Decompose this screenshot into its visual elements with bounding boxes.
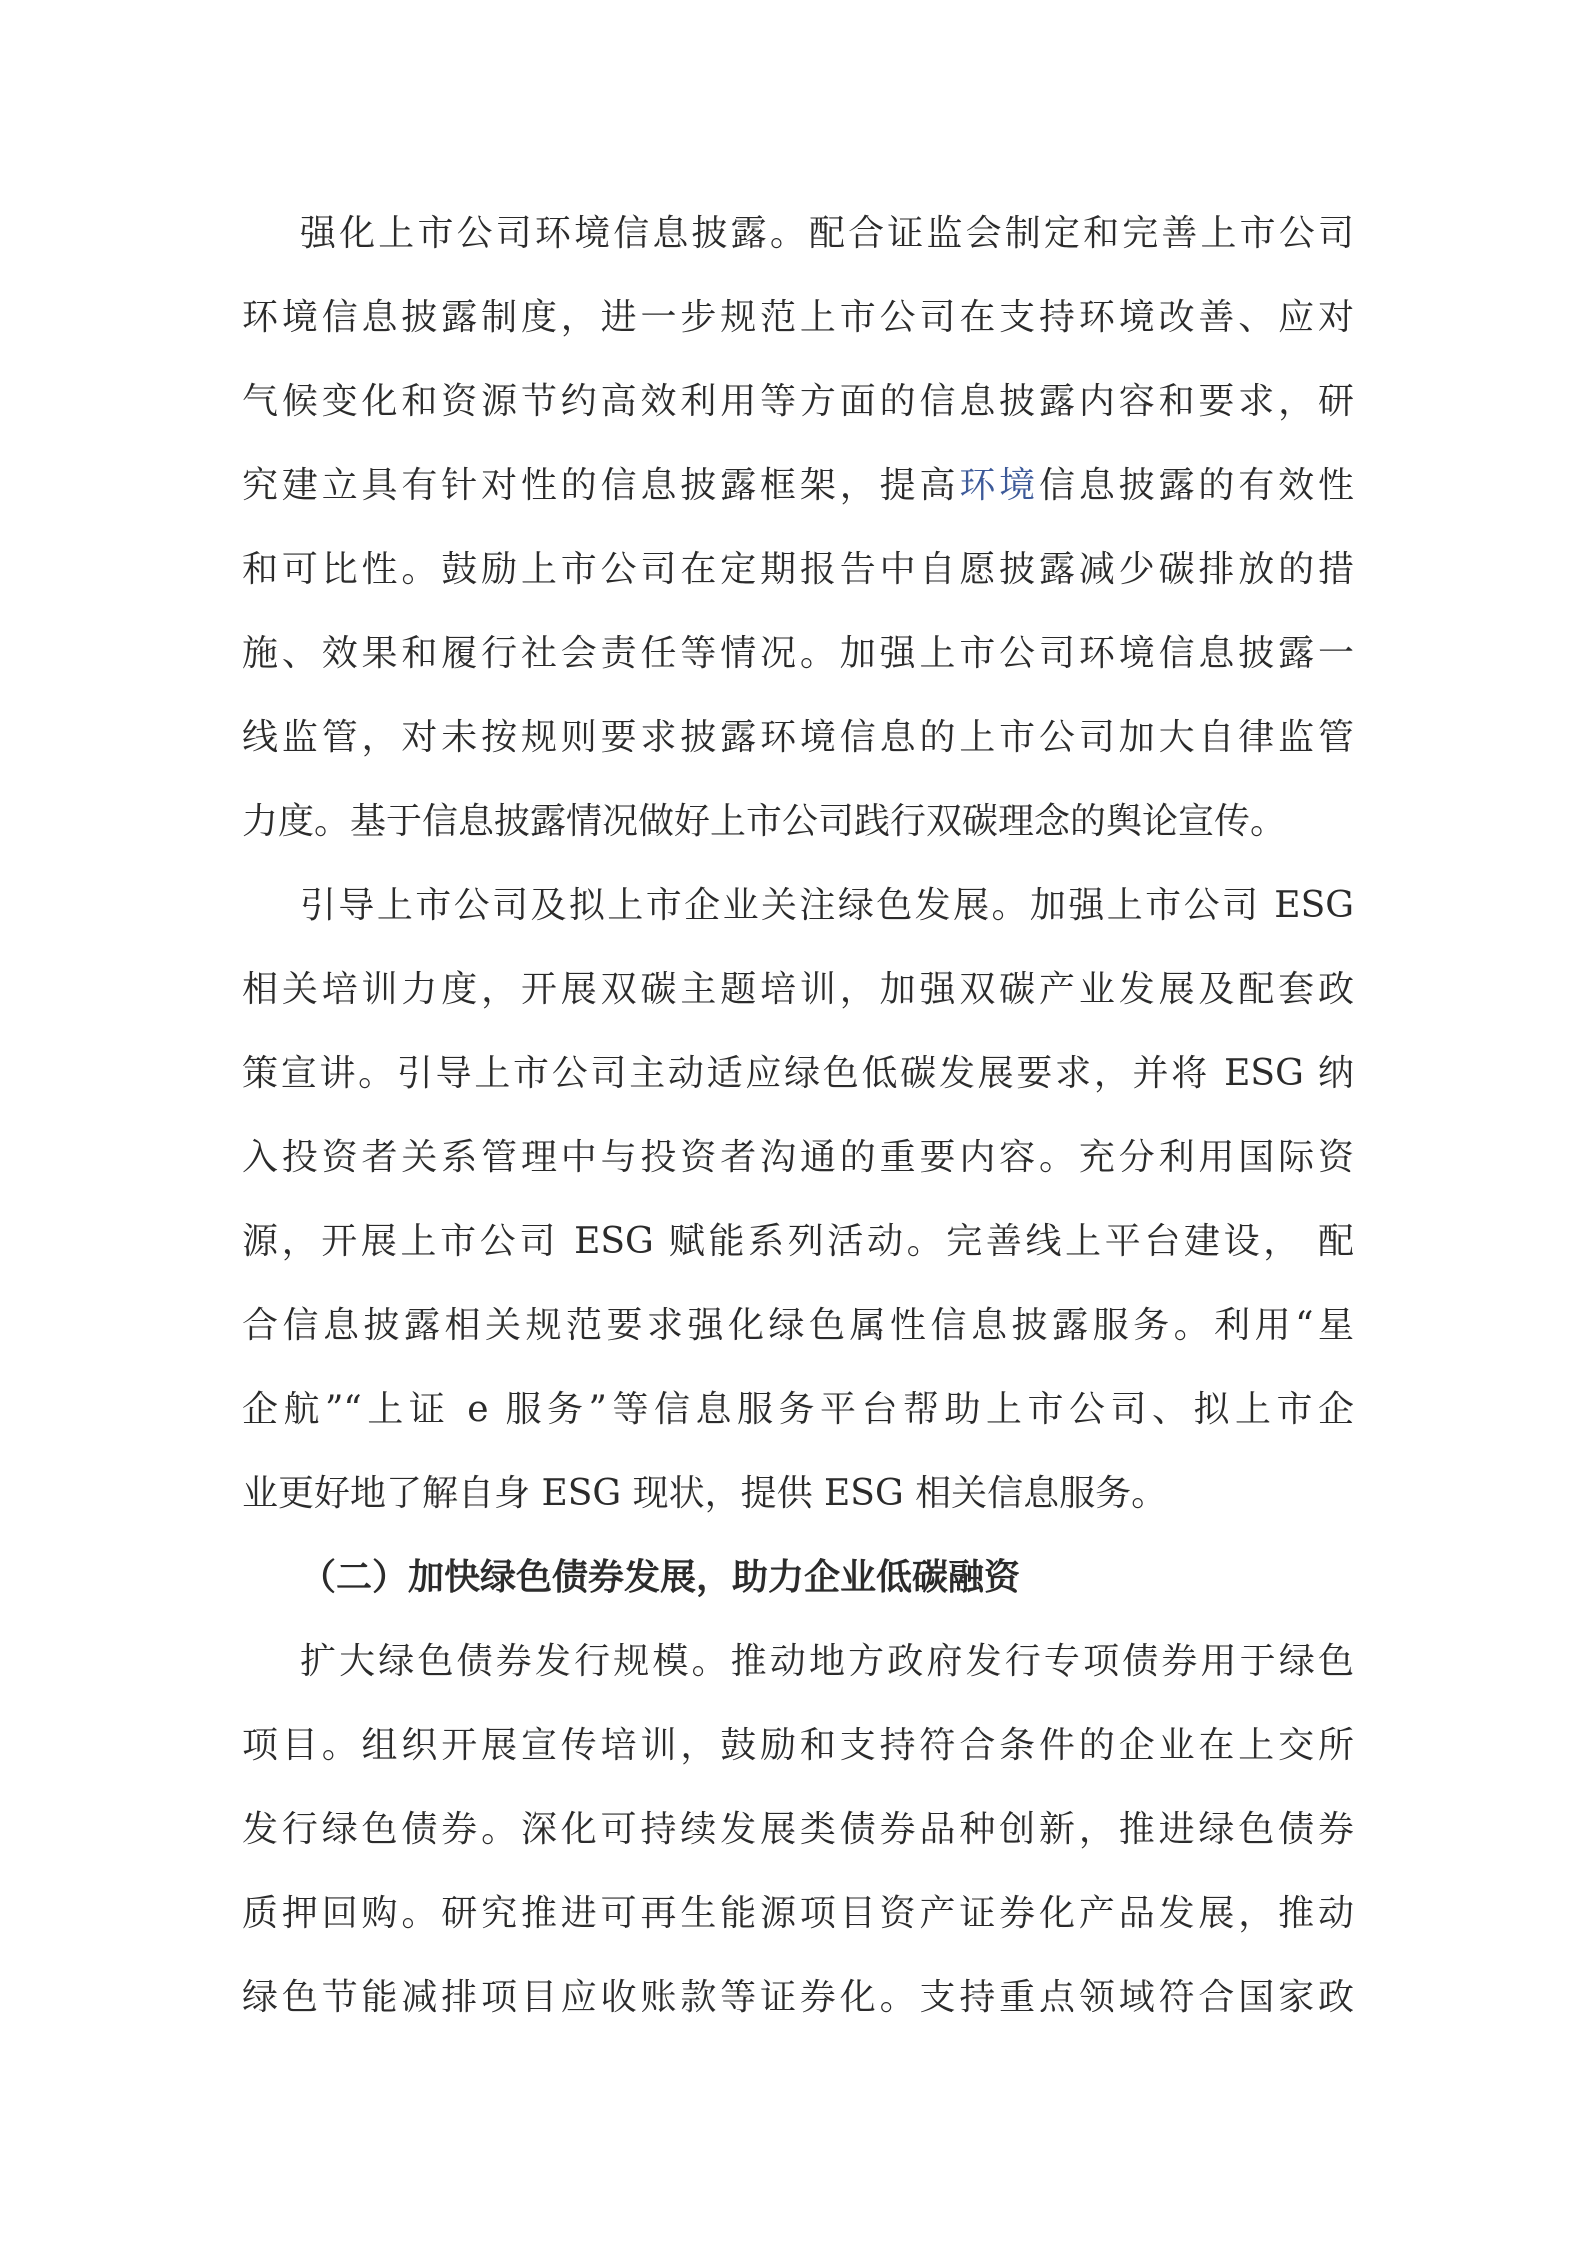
paragraph-1-line-7: 线监管，对未按规则要求披露环境信息的上市公司加大自律监管	[242, 717, 1354, 758]
paragraph-2-line-6: 合信息披露相关规范要求强化绿色属性信息披露服务。利用“星	[242, 1305, 1354, 1346]
paragraph-2-line-3: 策宣讲。引导上市公司主动适应绿色低碳发展要求，并将 ESG 纳	[242, 1053, 1354, 1094]
paragraph-1-line-4	[242, 444, 1354, 528]
paragraph-3-line-4: 质押回购。研究推进可再生能源项目资产证券化产品发展，推动	[242, 1893, 1354, 1934]
paragraph-1-line-4-before: 究建立具有针对性的信息披露框架，提高	[242, 465, 960, 506]
paragraph-1-line-5: 和可比性。鼓励上市公司在定期报告中自愿披露减少碳排放的措	[242, 549, 1354, 590]
paragraph-2-line-1: 引导上市公司及拟上市企业关注绿色发展。加强上市公司 ESG	[300, 885, 1354, 926]
paragraph-1-line-3: 气候变化和资源节约高效利用等方面的信息披露内容和要求，研	[242, 381, 1354, 422]
paragraph-2-line-8: 业更好地了解自身 ESG 现状，提供 ESG 相关信息服务。	[242, 1473, 1168, 1514]
paragraph-2-line-7: 企航”“上证 e 服务”等信息服务平台帮助上市公司、拟上市企	[242, 1389, 1354, 1430]
paragraph-1-line-2: 环境信息披露制度，进一步规范上市公司在支持环境改善、应对	[242, 297, 1354, 338]
document-body	[242, 192, 1354, 2040]
paragraph-1-line-4-after: 信息披露的有效性	[1039, 465, 1354, 506]
paragraph-3-line-2: 项目。组织开展宣传培训，鼓励和支持符合条件的企业在上交所	[242, 1725, 1354, 1766]
paragraph-3-line-3: 发行绿色债券。深化可持续发展类债券品种创新，推进绿色债券	[242, 1809, 1354, 1850]
paragraph-1-line-6: 施、效果和履行社会责任等情况。加强上市公司环境信息披露一	[242, 633, 1354, 674]
paragraph-3-line-5: 绿色节能减排项目应收账款等证券化。支持重点领域符合国家政	[242, 1977, 1354, 2018]
paragraph-2-line-4: 入投资者关系管理中与投资者沟通的重要内容。充分利用国际资	[242, 1137, 1354, 1178]
paragraph-2-line-5: 源，开展上市公司 ESG 赋能系列活动。完善线上平台建设， 配	[242, 1221, 1354, 1262]
paragraph-3-line-1: 扩大绿色债券发行规模。推动地方政府发行专项债券用于绿色	[300, 1641, 1354, 1682]
paragraph-1-line-8: 力度。基于信息披露情况做好上市公司践行双碳理念的舆论宣传。	[242, 801, 1287, 842]
paragraph-2-line-2: 相关培训力度，开展双碳主题培训，加强双碳产业发展及配套政	[242, 969, 1354, 1010]
paragraph-1-line-1: 强化上市公司环境信息披露。配合证监会制定和完善上市公司	[300, 213, 1354, 254]
highlighted-text: 环境	[959, 465, 1040, 506]
section-heading: （二）加快绿色债券发展，助力企业低碳融资	[300, 1557, 1021, 1598]
